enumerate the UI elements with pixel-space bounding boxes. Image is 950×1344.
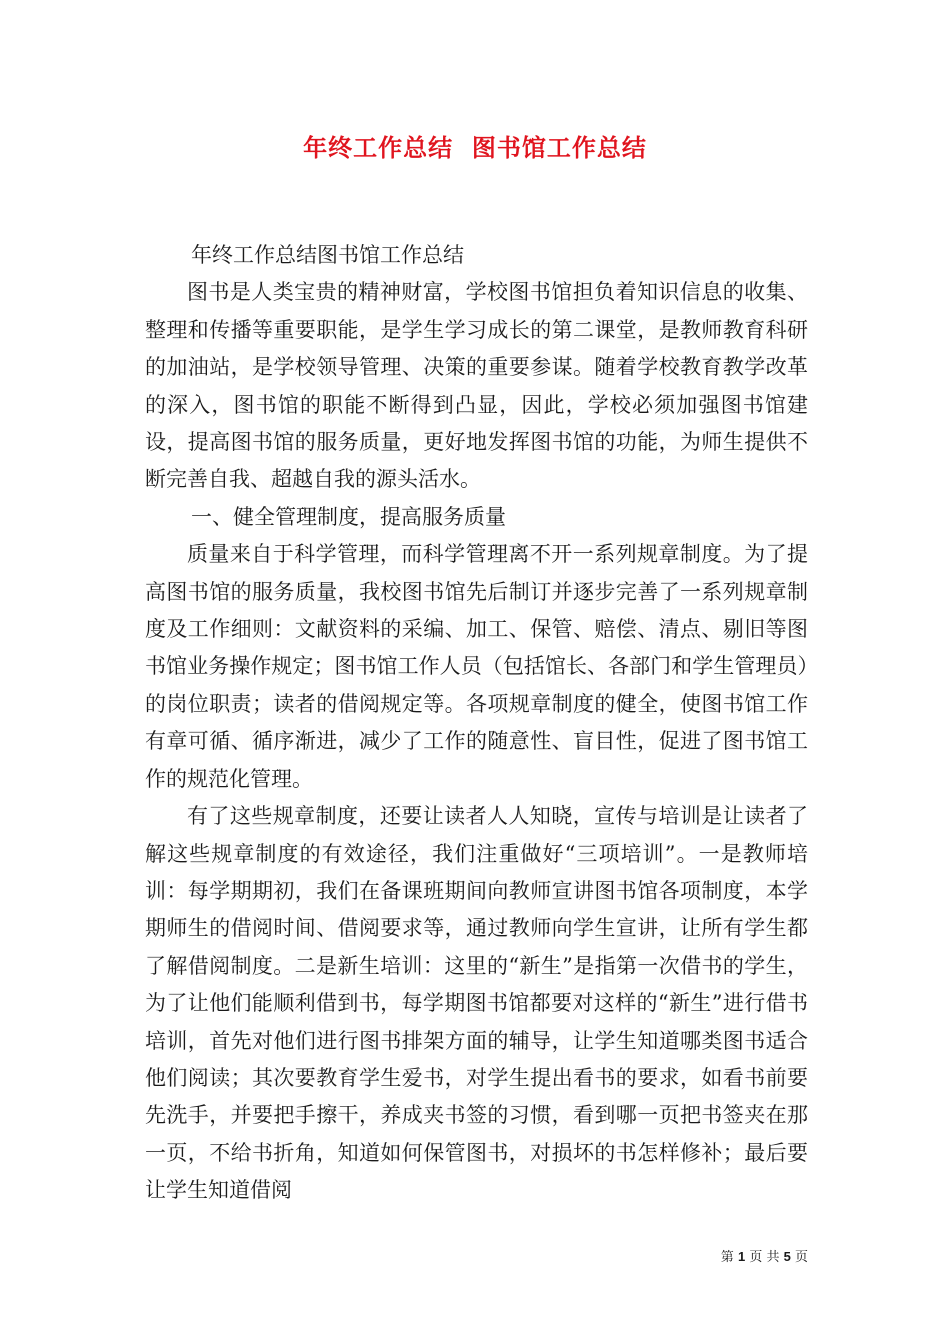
paragraph-management: 质量来自于科学管理，而科学管理离不开一系列规章制度。为了提高图书馆的服务质量，我校图书馆先后制订并逐步完善了一系列规章制度及工作细则：文献资料的采编、加工、保管、赔偿、清点、剔旧等图书馆业务操作规定；图书馆工作人员（包括馆长、各部门和学生管理员）的岗位职责；读者的借阅规定等。各项规章制度的健全，使图书馆工作有章可循、循序渐进，减少了工作的随意性、盲目性，促进了图书馆工作的规范化管理。: [145, 542, 808, 791]
paragraph-training: 有了这些规章制度，还要让读者人人知晓，宣传与培训是让读者了解这些规章制度的有效途径，我们注重做好“三项培训”。一是教师培训：每学期期初，我们在备课班期间向教师宣讲图书馆各项制度，本学期师生的借阅时间、借阅要求等，通过教师向学生宣讲，让所有学生都了解借阅制度。二是新生培训：这里的“新生”是指第一次借书的学生，为了让他们能顺利借到书，每学期图书馆都要对这样的“新生”进行借书培训，首先对他们进行图书排架方面的辅导，让学生知道哪类图书适合他们阅读；其次要教育学生爱书，对学生提出看书的要求，如看书前要先洗手，并要把手擦干，养成夹书签的习惯，看到哪一页把书签夹在那一页，不给书折角，知道如何保管图书，对损坏的书怎样修补；最后要让学生知道借阅: [145, 804, 808, 1203]
footer-suffix: 页: [794, 1250, 808, 1265]
section-heading: 一、健全管理制度，提高服务质量: [191, 504, 506, 529]
footer-prefix: 第: [720, 1250, 734, 1265]
page-title: 年终工作总结 图书馆工作总结: [303, 133, 647, 162]
footer-total-pages: 5: [783, 1249, 791, 1264]
paragraph-subtitle: 年终工作总结图书馆工作总结: [191, 243, 464, 267]
paragraph-intro: 图书是人类宝贵的精神财富，学校图书馆担负着知识信息的收集、整理和传播等重要职能，是学生学习成长的第二课堂，是教师教育科研的加油站，是学校领导管理、决策的重要参谋。随着学校教育教学改革的深入，图书馆的职能不断得到凸显，因此，学校必须加强图书馆建设，提高图书馆的服务质量，更好地发挥图书馆的功能，为师生提供不断完善自我、超越自我的源头活水。: [145, 280, 808, 492]
footer-middle: 页 共: [749, 1250, 780, 1265]
page-number-footer: [721, 1248, 808, 1267]
document-body: [145, 237, 808, 1210]
footer-page-number: 1: [737, 1249, 746, 1264]
